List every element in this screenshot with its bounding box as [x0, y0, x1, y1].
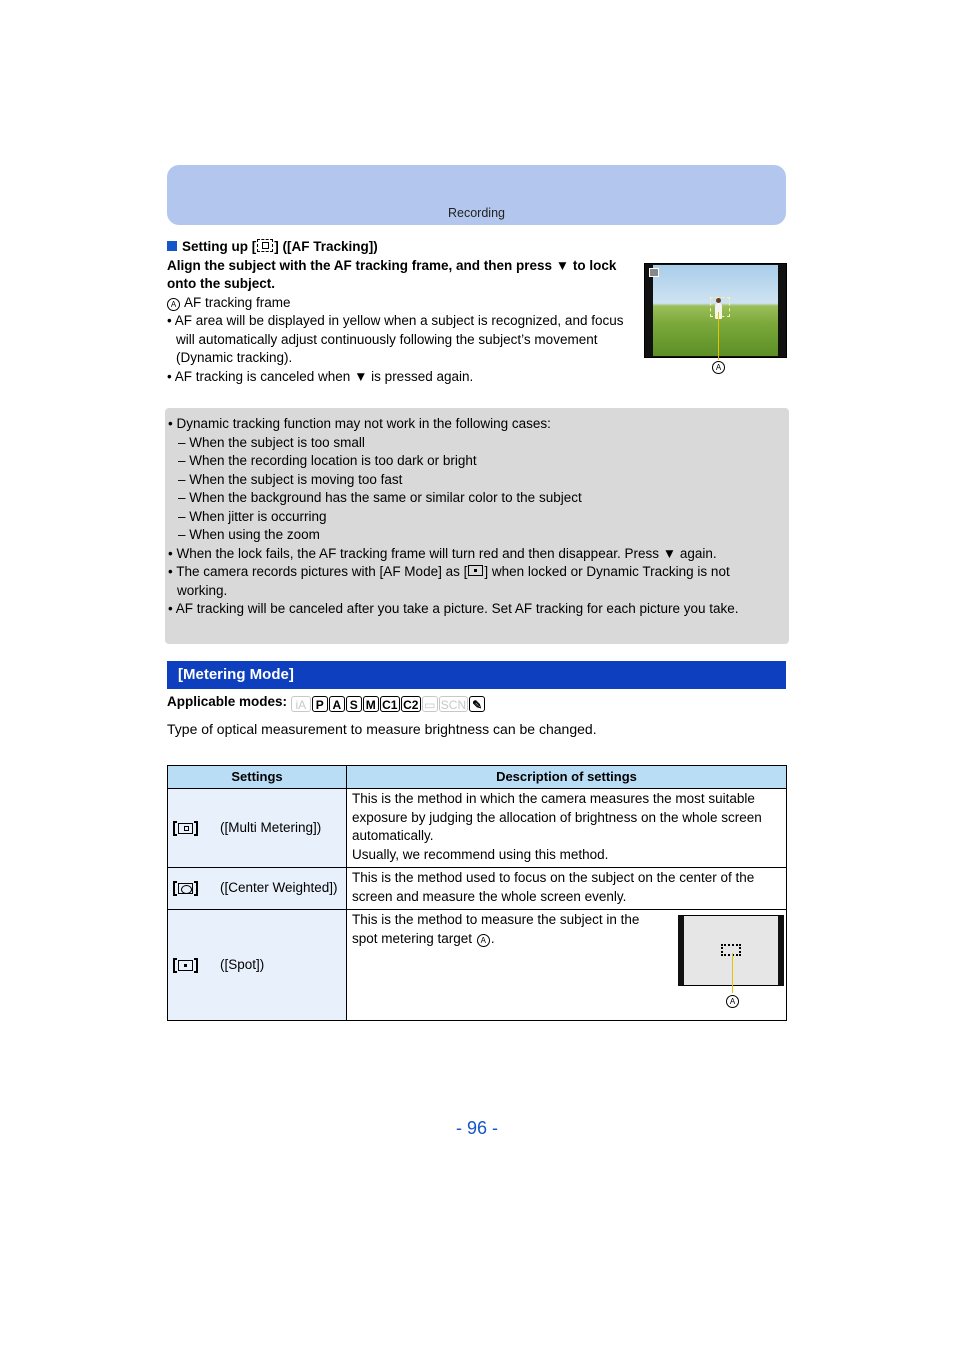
- note-bullet: • The camera records pictures with [AF Mode] as [ ] when locked or Dynamic Tracking is not working.: [168, 564, 730, 598]
- setting-name: ([Center Weighted]): [220, 880, 338, 896]
- center-weighted-icon: [173, 881, 220, 896]
- marker-a-icon: A: [477, 934, 490, 947]
- square-bullet-icon: [167, 241, 177, 251]
- af-tracking-section: [167, 238, 642, 386]
- setting-cell: [168, 789, 347, 868]
- section-header-bar: [167, 165, 786, 225]
- description-header: Description of settings: [347, 766, 787, 789]
- note-bullet: • Dynamic tracking function may not work in the following cases:: [168, 416, 551, 431]
- callout-line: [732, 953, 733, 993]
- mode-icon: M: [363, 696, 379, 712]
- mode-icon: iA: [291, 696, 311, 712]
- metering-settings-table: [167, 765, 787, 1021]
- setting-name: ([Multi Metering]): [220, 819, 322, 835]
- description-cell: This is the method in which the camera measures the most suitable exposure by judging the allocation of brightness on the whole screen automatically. Usually, we recommend using this method.: [347, 789, 787, 868]
- note-case: – When using the zoom: [178, 527, 320, 542]
- note-box: [165, 408, 789, 644]
- mode-icon: P: [312, 696, 328, 712]
- af-tracking-title: Setting up [ ] ([AF Tracking]): [167, 238, 642, 257]
- table-row: [168, 868, 787, 910]
- note-case: – When the subject is moving too fast: [178, 471, 403, 487]
- note-bullet: • AF tracking will be canceled after you take a picture. Set AF tracking for each picture you take.: [168, 601, 739, 616]
- setting-cell: [168, 910, 347, 1021]
- section-label: Recording: [448, 206, 505, 220]
- af-tracking-bullet: • AF area will be displayed in yellow when a subject is recognized, and focus will automatically adjust continuously following the subject’s movement (Dynamic tracking).: [167, 313, 624, 365]
- table-row: [168, 789, 787, 868]
- page-number: - 96 -: [455, 1118, 498, 1138]
- multi-metering-icon: [173, 821, 220, 836]
- settings-header: Settings: [168, 766, 347, 789]
- applicable-modes-label: Applicable modes:: [167, 694, 288, 709]
- mode-list: [291, 694, 486, 712]
- metering-intro: Type of optical measurement to measure brightness can be changed.: [167, 721, 597, 737]
- description-cell: This is the method to measure the subject in the spot metering target A . A: [347, 910, 787, 1021]
- af-tracking-icon: [257, 239, 273, 252]
- mode-icon: ✎: [469, 696, 485, 712]
- mode-icon: ▭: [422, 696, 438, 712]
- note-case: – When the recording location is too dark or bright: [178, 453, 477, 468]
- applicable-modes: [167, 692, 486, 712]
- mode-icon: S: [346, 696, 362, 712]
- description-cell: This is the method used to focus on the subject on the center of the screen and measure the whole screen evenly.: [347, 868, 787, 910]
- note-bullet: • When the lock fails, the AF tracking frame will turn red and then disappear. Press ▼ again.: [168, 545, 717, 561]
- marker-a-icon: A: [712, 361, 725, 374]
- note-case: – When the subject is too small: [178, 434, 365, 450]
- callout-line: [718, 312, 719, 360]
- note-case: – When jitter is occurring: [178, 508, 327, 524]
- mode-icon: C2: [401, 696, 421, 712]
- af-tracking-bullet: • AF tracking is canceled when ▼ is pressed again.: [167, 368, 474, 384]
- mode-icon: SCN: [440, 698, 467, 712]
- af-tracking-instruction: Align the subject with the AF tracking frame, and then press ▼ to lock onto the subject.: [167, 257, 617, 291]
- setting-cell: [168, 868, 347, 910]
- mode-icon: A: [329, 696, 345, 712]
- spot-metering-target: [721, 944, 741, 956]
- marker-a-icon: A: [726, 995, 739, 1008]
- spot-metering-screen: [678, 915, 784, 986]
- spot-metering-icon: [173, 958, 220, 973]
- af-mode-1-area-icon: [468, 565, 483, 576]
- marker-a-icon: A: [167, 298, 180, 311]
- af-tracking-frame: [710, 297, 730, 317]
- metering-mode-title: [Metering Mode]: [167, 661, 786, 689]
- table-row: [168, 910, 787, 1021]
- setting-name: ([Spot]): [220, 956, 265, 972]
- mode-icon: C1: [380, 696, 400, 712]
- af-mode-indicator-icon: [649, 268, 659, 277]
- note-case: – When the background has the same or similar color to the subject: [178, 490, 582, 505]
- table-header-row: [168, 766, 787, 789]
- field-scene-image: [653, 265, 778, 356]
- af-tracking-example-photo: [644, 263, 787, 358]
- af-tracking-marker-label: A AF tracking frame: [167, 294, 642, 313]
